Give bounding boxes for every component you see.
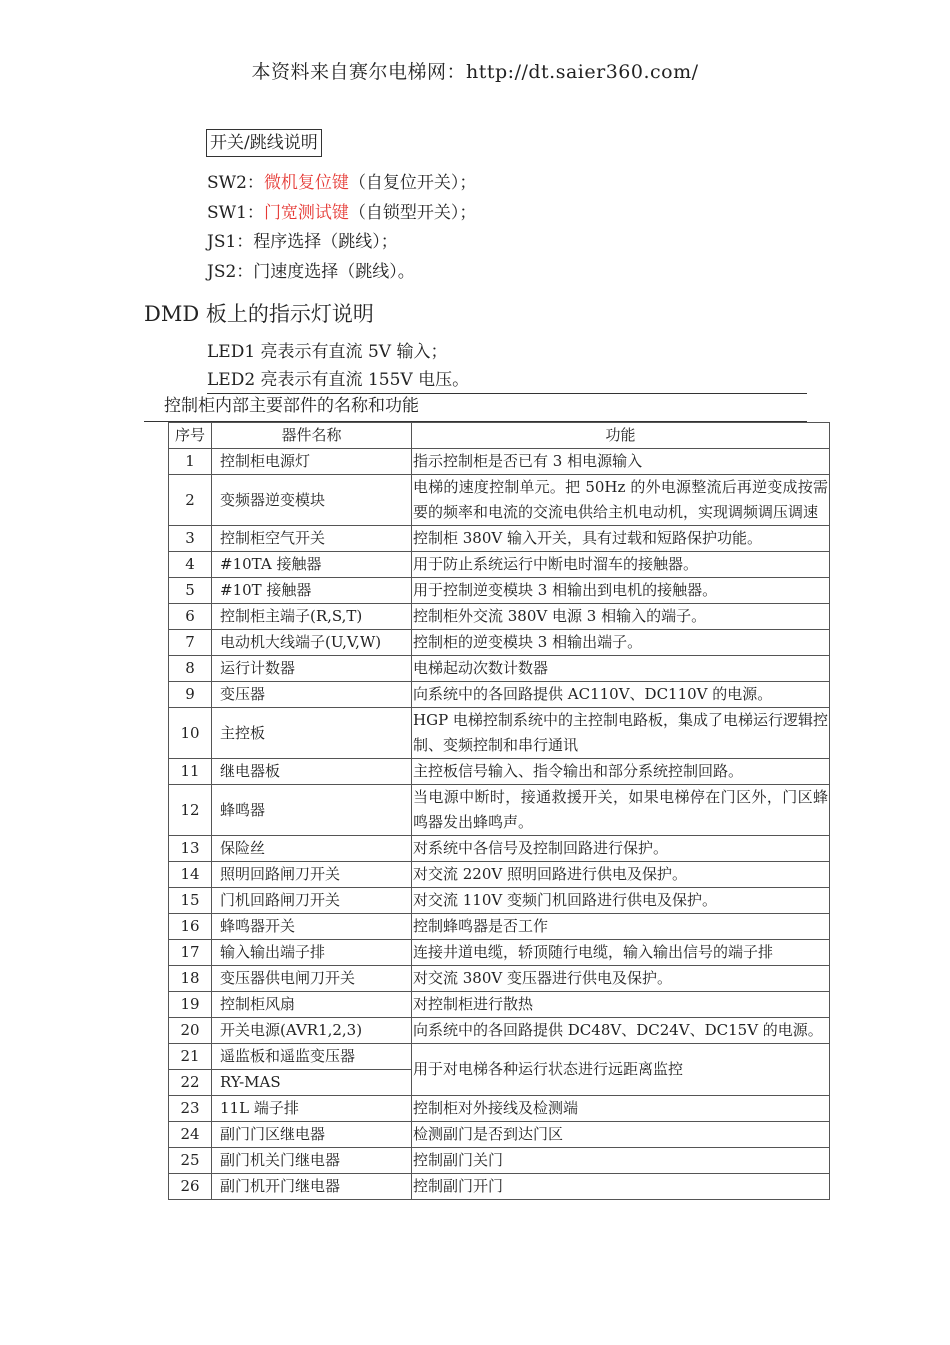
row-name: #10T 接触器 bbox=[212, 578, 412, 604]
switch-name: 门宽测试键 bbox=[263, 203, 349, 223]
components-table bbox=[168, 422, 830, 1200]
table-row bbox=[169, 526, 830, 552]
row-name: 11L 端子排 bbox=[212, 1096, 412, 1122]
row-no: 2 bbox=[169, 475, 212, 526]
switch-line-sw1 bbox=[207, 202, 476, 224]
row-no: 8 bbox=[169, 656, 212, 682]
row-name: 电动机大线端子(U,V,W) bbox=[212, 630, 412, 656]
row-name: 变压器 bbox=[212, 682, 412, 708]
row-name: 控制柜主端子(R,S,T) bbox=[212, 604, 412, 630]
row-no: 4 bbox=[169, 552, 212, 578]
switch-name: 程序选择 bbox=[253, 232, 322, 252]
row-name: 副门门区继电器 bbox=[212, 1122, 412, 1148]
switch-line-sw2 bbox=[207, 172, 476, 194]
source-header: 本资料来自赛尔电梯网：http://dt.saier360.com/ bbox=[251, 61, 699, 83]
row-no: 14 bbox=[169, 862, 212, 888]
row-function: 控制柜对外接线及检测端 bbox=[412, 1096, 830, 1122]
switch-code: SW2： bbox=[207, 173, 264, 193]
row-name: 继电器板 bbox=[212, 759, 412, 785]
row-name: 副门机开门继电器 bbox=[212, 1174, 412, 1200]
row-function: 检测副门是否到达门区 bbox=[412, 1122, 830, 1148]
row-name: 蜂鸣器 bbox=[212, 785, 412, 836]
row-name: 开关电源(AVR1,2,3) bbox=[212, 1018, 412, 1044]
table-row bbox=[169, 914, 830, 940]
row-function: 向系统中的各回路提供 DC48V、DC24V、DC15V 的电源。 bbox=[412, 1018, 830, 1044]
row-no: 26 bbox=[169, 1174, 212, 1200]
row-name: 变频器逆变模块 bbox=[212, 475, 412, 526]
row-name: 副门机关门继电器 bbox=[212, 1148, 412, 1174]
switch-code: JS2： bbox=[207, 262, 254, 282]
row-name: 蜂鸣器开关 bbox=[212, 914, 412, 940]
switch-note: （自锁型开关）； bbox=[348, 203, 477, 223]
row-name: 控制柜电源灯 bbox=[212, 449, 412, 475]
row-no: 21 bbox=[169, 1044, 212, 1070]
row-function: 主控板信号输入、指令输出和部分系统控制回路。 bbox=[412, 759, 830, 785]
table-row bbox=[169, 888, 830, 914]
row-name: 变压器供电闸刀开关 bbox=[212, 966, 412, 992]
table-header-row bbox=[169, 423, 830, 449]
switch-note: （自复位开关）； bbox=[348, 173, 477, 193]
table-row bbox=[169, 449, 830, 475]
row-name: 保险丝 bbox=[212, 836, 412, 862]
table-row bbox=[169, 1122, 830, 1148]
switch-note: （跳线）； bbox=[321, 232, 398, 252]
table-row bbox=[169, 1044, 830, 1070]
row-no: 19 bbox=[169, 992, 212, 1018]
switch-name: 门速度选择 bbox=[253, 262, 339, 282]
row-function: 控制副门关门 bbox=[412, 1148, 830, 1174]
row-function: 用于控制逆变模块 3 相输出到电机的接触器。 bbox=[412, 578, 830, 604]
row-function: 用于防止系统运行中断电时溜车的接触器。 bbox=[412, 552, 830, 578]
row-no: 18 bbox=[169, 966, 212, 992]
table-row bbox=[169, 966, 830, 992]
row-name: 输入输出端子排 bbox=[212, 940, 412, 966]
row-no: 7 bbox=[169, 630, 212, 656]
row-function: 控制副门开门 bbox=[412, 1174, 830, 1200]
header-function: 功能 bbox=[412, 423, 830, 449]
header-no: 序号 bbox=[169, 423, 212, 449]
row-function: 控制蜂鸣器是否工作 bbox=[412, 914, 830, 940]
table-row bbox=[169, 992, 830, 1018]
row-no: 9 bbox=[169, 682, 212, 708]
switch-line-js1 bbox=[207, 231, 398, 253]
row-no: 16 bbox=[169, 914, 212, 940]
row-function: 用于对电梯各种运行状态进行远距离监控 bbox=[412, 1044, 830, 1096]
switch-name: 微机复位键 bbox=[263, 173, 349, 193]
switch-code: SW1： bbox=[207, 203, 264, 223]
row-name: 运行计数器 bbox=[212, 656, 412, 682]
divider-top bbox=[207, 393, 807, 394]
header-name: 器件名称 bbox=[212, 423, 412, 449]
row-no: 12 bbox=[169, 785, 212, 836]
row-function: 控制柜 380V 输入开关，具有过载和短路保护功能。 bbox=[412, 526, 830, 552]
row-function: 控制柜的逆变模块 3 相输出端子。 bbox=[412, 630, 830, 656]
switch-code: JS1： bbox=[207, 232, 254, 252]
table-row bbox=[169, 862, 830, 888]
table-row bbox=[169, 604, 830, 630]
row-function: 对系统中各信号及控制回路进行保护。 bbox=[412, 836, 830, 862]
table-row bbox=[169, 836, 830, 862]
table-row bbox=[169, 656, 830, 682]
row-name: #10TA 接触器 bbox=[212, 552, 412, 578]
table-row bbox=[169, 475, 830, 526]
row-name: 主控板 bbox=[212, 708, 412, 759]
row-no: 13 bbox=[169, 836, 212, 862]
row-function: 对交流 380V 变压器进行供电及保护。 bbox=[412, 966, 830, 992]
row-no: 22 bbox=[169, 1070, 212, 1096]
row-function: 电梯的速度控制单元。把 50Hz 的外电源整流后再逆变成按需要的频率和电流的交流电供给主机电动机，实现调频调压调速 bbox=[412, 475, 830, 526]
table-row bbox=[169, 578, 830, 604]
row-no: 10 bbox=[169, 708, 212, 759]
cabinet-section-title: 控制柜内部主要部件的名称和功能 bbox=[164, 396, 419, 416]
row-no: 25 bbox=[169, 1148, 212, 1174]
indicator-section-title: DMD 板上的指示灯说明 bbox=[144, 302, 374, 326]
table-row bbox=[169, 759, 830, 785]
row-function: 对交流 220V 照明回路进行供电及保护。 bbox=[412, 862, 830, 888]
switch-line-js2 bbox=[207, 261, 415, 283]
row-no: 1 bbox=[169, 449, 212, 475]
table-row bbox=[169, 940, 830, 966]
row-no: 5 bbox=[169, 578, 212, 604]
table-row bbox=[169, 1018, 830, 1044]
row-function: 向系统中的各回路提供 AC110V、DC110V 的电源。 bbox=[412, 682, 830, 708]
row-no: 3 bbox=[169, 526, 212, 552]
row-name: 遥监板和遥监变压器 bbox=[212, 1044, 412, 1070]
row-no: 23 bbox=[169, 1096, 212, 1122]
row-no: 24 bbox=[169, 1122, 212, 1148]
row-function: 电梯起动次数计数器 bbox=[412, 656, 830, 682]
row-function: 对控制柜进行散热 bbox=[412, 992, 830, 1018]
row-name: 照明回路闸刀开关 bbox=[212, 862, 412, 888]
row-function: 当电源中断时，接通救援开关，如果电梯停在门区外，门区蜂鸣器发出蜂鸣声。 bbox=[412, 785, 830, 836]
table-row bbox=[169, 1148, 830, 1174]
row-no: 20 bbox=[169, 1018, 212, 1044]
row-no: 15 bbox=[169, 888, 212, 914]
indicator-line-led1: LED1 亮表示有直流 5V 输入； bbox=[207, 342, 448, 362]
table-row bbox=[169, 682, 830, 708]
table-row bbox=[169, 1096, 830, 1122]
table-row bbox=[169, 708, 830, 759]
row-function: 指示控制柜是否已有 3 相电源输入 bbox=[412, 449, 830, 475]
row-function: 控制柜外交流 380V 电源 3 相输入的端子。 bbox=[412, 604, 830, 630]
table-row bbox=[169, 552, 830, 578]
row-name: RY-MAS bbox=[212, 1070, 412, 1096]
indicator-line-led2: LED2 亮表示有直流 155V 电压。 bbox=[207, 370, 470, 390]
table-row bbox=[169, 785, 830, 836]
switch-note: （跳线）。 bbox=[338, 262, 415, 282]
row-no: 11 bbox=[169, 759, 212, 785]
row-name: 控制柜风扇 bbox=[212, 992, 412, 1018]
row-name: 门机回路闸刀开关 bbox=[212, 888, 412, 914]
table-row bbox=[169, 1174, 830, 1200]
table-row bbox=[169, 630, 830, 656]
row-function: 对交流 110V 变频门机回路进行供电及保护。 bbox=[412, 888, 830, 914]
row-function: 连接井道电缆，轿顶随行电缆，输入输出信号的端子排 bbox=[412, 940, 830, 966]
row-function: HGP 电梯控制系统中的主控制电路板，集成了电梯运行逻辑控制、变频控制和串行通讯 bbox=[412, 708, 830, 759]
row-name: 控制柜空气开关 bbox=[212, 526, 412, 552]
switch-section-title: 开关/跳线说明 bbox=[206, 129, 322, 157]
row-no: 17 bbox=[169, 940, 212, 966]
row-no: 6 bbox=[169, 604, 212, 630]
